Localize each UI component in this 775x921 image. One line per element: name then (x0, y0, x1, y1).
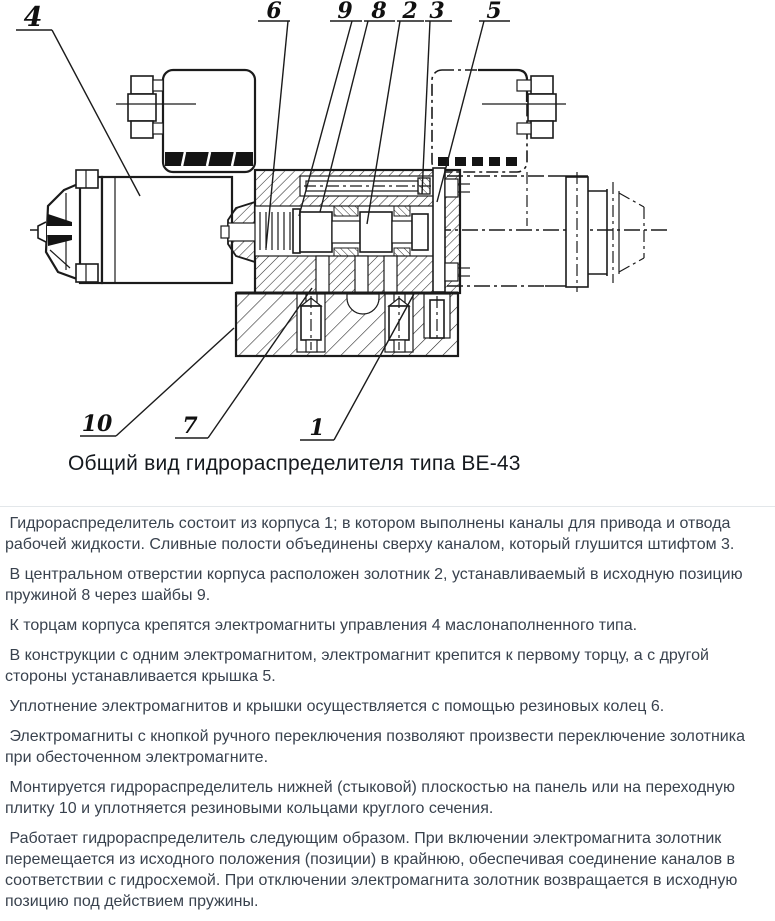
figure-area (0, 0, 775, 446)
right-electromagnet (447, 172, 644, 292)
description-paragraph-1: Гидрораспределитель состоит из корпуса 1; в котором выполнены каналы для привода и отвода рабочей жидкости. Сливные полости объединены сверху каналом, который глушится штифтом 3. (5, 515, 735, 553)
description-paragraph-7: Монтируется гидрораспределитель нижней (стыковой) плоскостью на панель или на переходную плитку 10 и уплотняется резиновыми кольцами круглого сечения. (5, 779, 740, 817)
callout-label-5: 5 (486, 0, 502, 24)
mounting-plate (236, 293, 458, 356)
callout-label-8: 8 (371, 0, 387, 24)
callout-label-7: 7 (182, 413, 198, 439)
description-paragraph-5: Уплотнение электромагнитов и крышки осуществляется с помощью резиновых колец 6. (5, 698, 665, 715)
callout-label-2: 2 (402, 0, 418, 24)
callout-label-10: 10 (81, 411, 113, 437)
description-paragraph-2: В центральном отверстии корпуса расположен золотник 2, устанавливаемый в исходную позицию пружиной 8 через шайбы 9. (5, 566, 748, 604)
valve-body (221, 168, 470, 293)
callout-label-3: 3 (429, 0, 445, 24)
description-paragraph-8: Работает гидрораспределитель следующим образом. При включении электромагнита золотник перемещается из исходного положения (позиции) в крайнюю, обеспечивая соединение каналов в соответствии с гидросхемой. При отключении электромагнита золотник возвращается в исходную позицию под действием пружины. (5, 830, 742, 910)
callout-label-1: 1 (309, 415, 325, 441)
description-paragraph-4: В конструкции с одним электромагнитом, электромагнит крепится к первому торцу, а с другой стороны устанавливается крышка 5. (5, 647, 714, 685)
description-text (0, 506, 775, 912)
description-paragraph-6: Электромагниты с кнопкой ручного переключения позволяют произвести переключение золотника при обесточенном электромагните. (5, 728, 750, 766)
callout-label-9: 9 (337, 0, 353, 24)
left-connector-block (116, 70, 255, 172)
technical-drawing (0, 0, 775, 446)
callout-label-6: 6 (266, 0, 282, 24)
end-cover (433, 168, 445, 292)
description-paragraph-3: К торцам корпуса крепятся электромагниты управления 4 маслонаполненного типа. (5, 617, 638, 634)
figure-caption: Общий вид гидрораспределителя типа ВЕ-43 (68, 452, 521, 475)
callout-label-4: 4 (23, 2, 43, 33)
